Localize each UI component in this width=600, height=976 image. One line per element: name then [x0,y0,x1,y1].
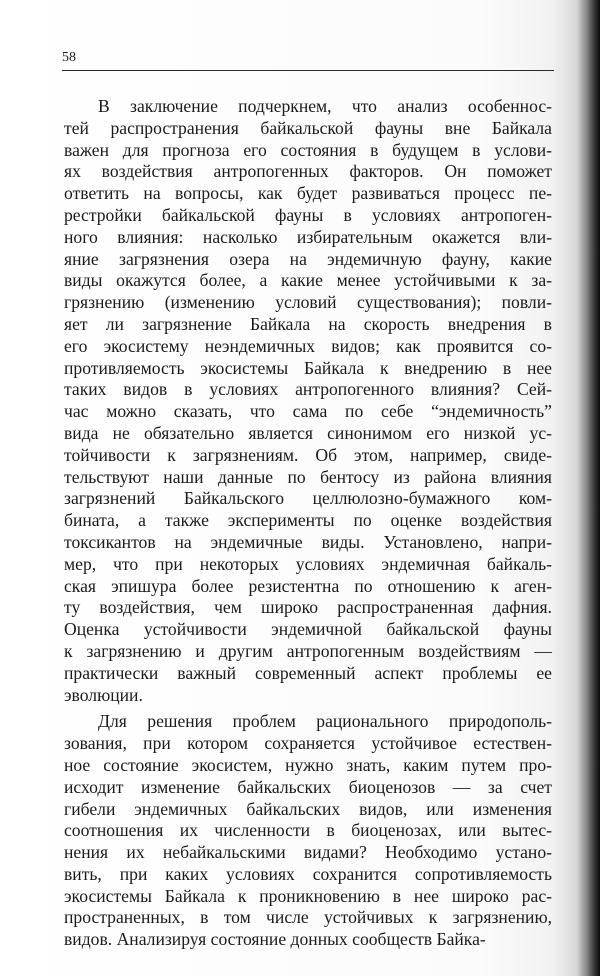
text-line: к загрязнению и другим антропогенным воздействиям — [64,640,552,661]
text-line: соотношения их численности в биоценозах, или вытес- [64,820,552,841]
text-line: его экосистему неэндемичных видов; как проявится со- [64,335,552,356]
text-line: вида не обязательно является синонимом его низкой ус- [64,422,552,443]
paragraph-1 [64,96,552,706]
text-line: вить, при каких условиях сохранится сопротивляемость [64,863,552,884]
text-line: пространенных, в том числе устойчивых к загрязнению, [64,907,552,928]
text-line: ту воздействия, чем широко распространенная дафния. [64,597,552,618]
text-line: таких видов в условиях антропогенного влияния? Сей- [64,379,552,400]
text-line: ного влияния: насколько избирательным окажется вли- [64,226,552,247]
text-line: практически важный современный аспект проблемы ее [64,662,552,683]
text-line: час можно сказать, что сама по себе “эндемичность” [64,401,552,422]
text-line: нения их небайкальскими видами? Необходимо устано- [64,842,552,863]
body-text [64,96,552,956]
text-line: В заключение подчеркнем, что анализ особеннос- [98,96,552,116]
text-line: ответить на вопросы, как будет развиваться процесс пе- [64,183,552,204]
text-line: эволюции. [64,684,143,705]
text-line: рестройки байкальской фауны в условиях антропоген- [64,204,552,225]
text-line: токсикантов на эндемичные виды. Установлено, напри- [64,531,552,552]
text-line: гибели эндемичных байкальских видов, или изменения [64,798,552,819]
text-line: видов. Анализируя состояние донных сообществ Байка- [64,929,486,950]
text-line: яние загрязнения озера на эндемичную фауну, какие [64,248,552,269]
text-line: грязнению (изменению условий существования); повли- [64,292,552,313]
text-line: яет ли загрязнение Байкала на скорость внедрения в [64,313,552,334]
page-header [62,48,554,71]
text-line: бината, а также эксперименты по оценке воздействия [64,510,552,531]
text-line: важен для прогноза его состояния в будущем в услови- [64,139,552,160]
text-line: Для решения проблем рационального природополь- [98,711,552,732]
text-line: ях воздействия антропогенных факторов. Он поможет [64,161,552,182]
paragraph-2 [64,711,552,951]
text-line: экосистемы Байкала к проникновению в нее широко рас- [64,885,552,906]
text-line: исходит изменение байкальских биоценозов — за счет [64,776,552,797]
text-line: противляемость экосистемы Байкала к внедрению в нее [64,357,552,378]
text-line: зования, при котором сохраняется устойчивое естествен- [64,733,552,754]
spine-shadow [578,0,600,976]
text-line: мер, что при некоторых условиях эндемичная байкаль- [64,553,552,574]
text-line: загрязнений Байкальского целлюлозно-бумажного ком- [64,488,552,509]
text-line: ное состояние экосистем, нужно знать, каким путем про- [64,754,552,775]
text-line: тойчивости к загрязнениям. Об этом, например, свиде- [64,444,552,465]
text-line: тей распространения байкальской фауны вне Байкала [64,117,552,138]
text-line: ская эпишура более резистентна по отношению к аген- [64,575,552,596]
page-number: 58 [62,50,76,65]
text-line: Оценка устойчивости эндемичной байкальской фауны [64,619,552,640]
text-line: виды окажутся более, а какие менее устойчивыми к за- [64,270,552,291]
text-line: тельствуют наши данные по бентосу из района влияния [64,466,552,487]
